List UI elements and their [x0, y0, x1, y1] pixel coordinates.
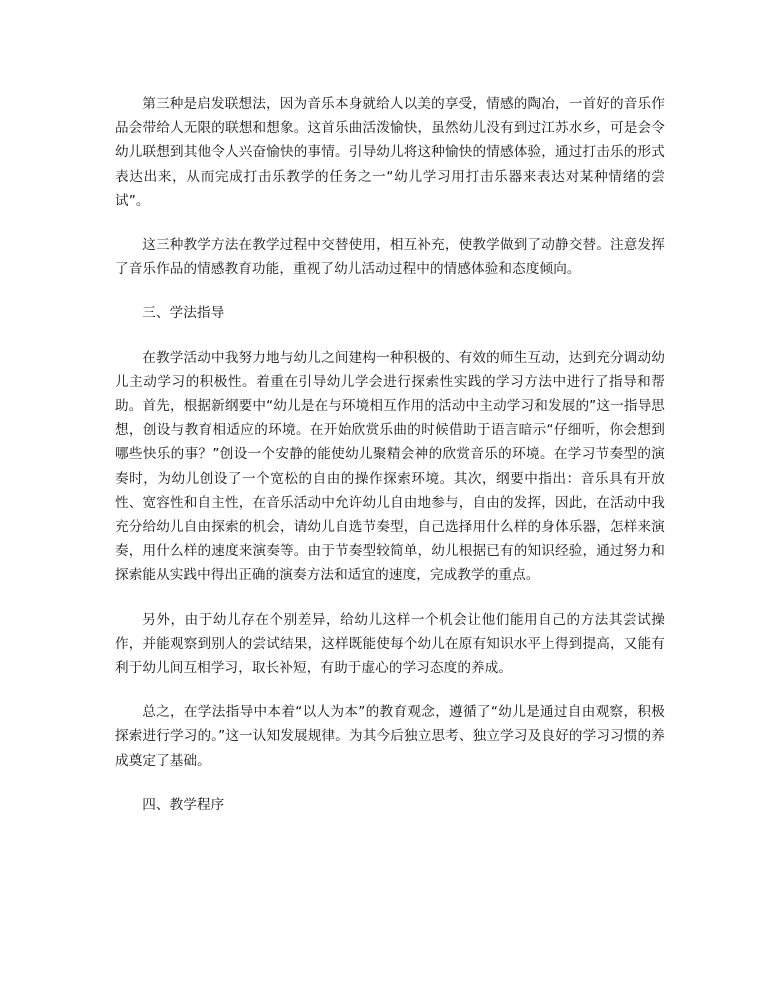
paragraph-learning-guidance: 在教学活动中我努力地与幼儿之间建构一种积极的、有效的师生互动，达到充分调动幼儿主动学习的积极性。着重在引导幼儿学会进行探索性实践的学习方法中进行了指导和帮助。首先，根据新纲要中“幼儿是在与环境相互作用的活动中主动学习和发展的”这一指导思想，创设与教育相适应的环境。在开始欣赏乐曲的时候借助于语言暗示“仔细听，你会想到哪些快乐的事？”创设一个安静的能使幼儿聚精会神的欣赏音乐的环境。在学习节奏型的演奏时，为幼儿创设了一个宽松的自由的操作探索环境。其次，纲要中指出：音乐具有开放性、宽容性和自主性，在音乐活动中允许幼儿自由地参与，自由的发挥，因此，在活动中我充分给幼儿自由探索的机会，请幼儿自选节奏型，自己选择用什么样的身体乐器，怎样来演奏，用什么样的速度来演奏等。由于节奏型较简单，幼儿根据已有的知识经验，通过努力和探索能从实践中得出正确的演奏方法和适宜的速度，完成教学的重点。 — [115, 349, 665, 584]
paragraph-conclusion: 总之，在学法指导中本着“以人为本”的教育观念，遵循了“幼儿是通过自由观察，积极探索进行学习的。”这一认知发展规律。为其今后独立思考、独立学习及良好的学习习惯的养成奠定了基础。 — [115, 704, 665, 769]
section-heading-teaching-procedure: 四、教学程序 — [142, 796, 225, 813]
document-body — [115, 92, 665, 837]
paragraph-association-method: 第三种是启发联想法，因为音乐本身就给人以美的享受，情感的陶冶，一首好的音乐作品会带给人无限的联想和想象。这首乐曲活泼愉快，虽然幼儿没有到过江苏水乡，可是会令幼儿联想到其他令人兴奋愉快的事情。引导幼儿将这种愉快的情感体验，通过打击乐的形式表达出来，从而完成打击乐教学的任务之一“幼儿学习用打击乐器来表达对某种情绪的尝试”。 — [115, 96, 665, 209]
section-heading-learning-guidance: 三、学法指导 — [142, 305, 225, 322]
paragraph-methods-summary: 这三种教学方法在教学过程中交替使用，相互补充，使教学做到了动静交替。注意发挥了音乐作品的情感教育功能，重视了幼儿活动过程中的情感体验和态度倾向。 — [115, 237, 665, 278]
paragraph-individual-differences: 另外，由于幼儿存在个别差异，给幼儿这样一个机会让他们能用自己的方法其尝试操作，并能观察到别人的尝试结果，这样既能使每个幼儿在原有知识水平上得到提高，又能有利于幼儿间互相学习，取长补短，有助于虚心的学习态度的养成。 — [115, 611, 665, 677]
